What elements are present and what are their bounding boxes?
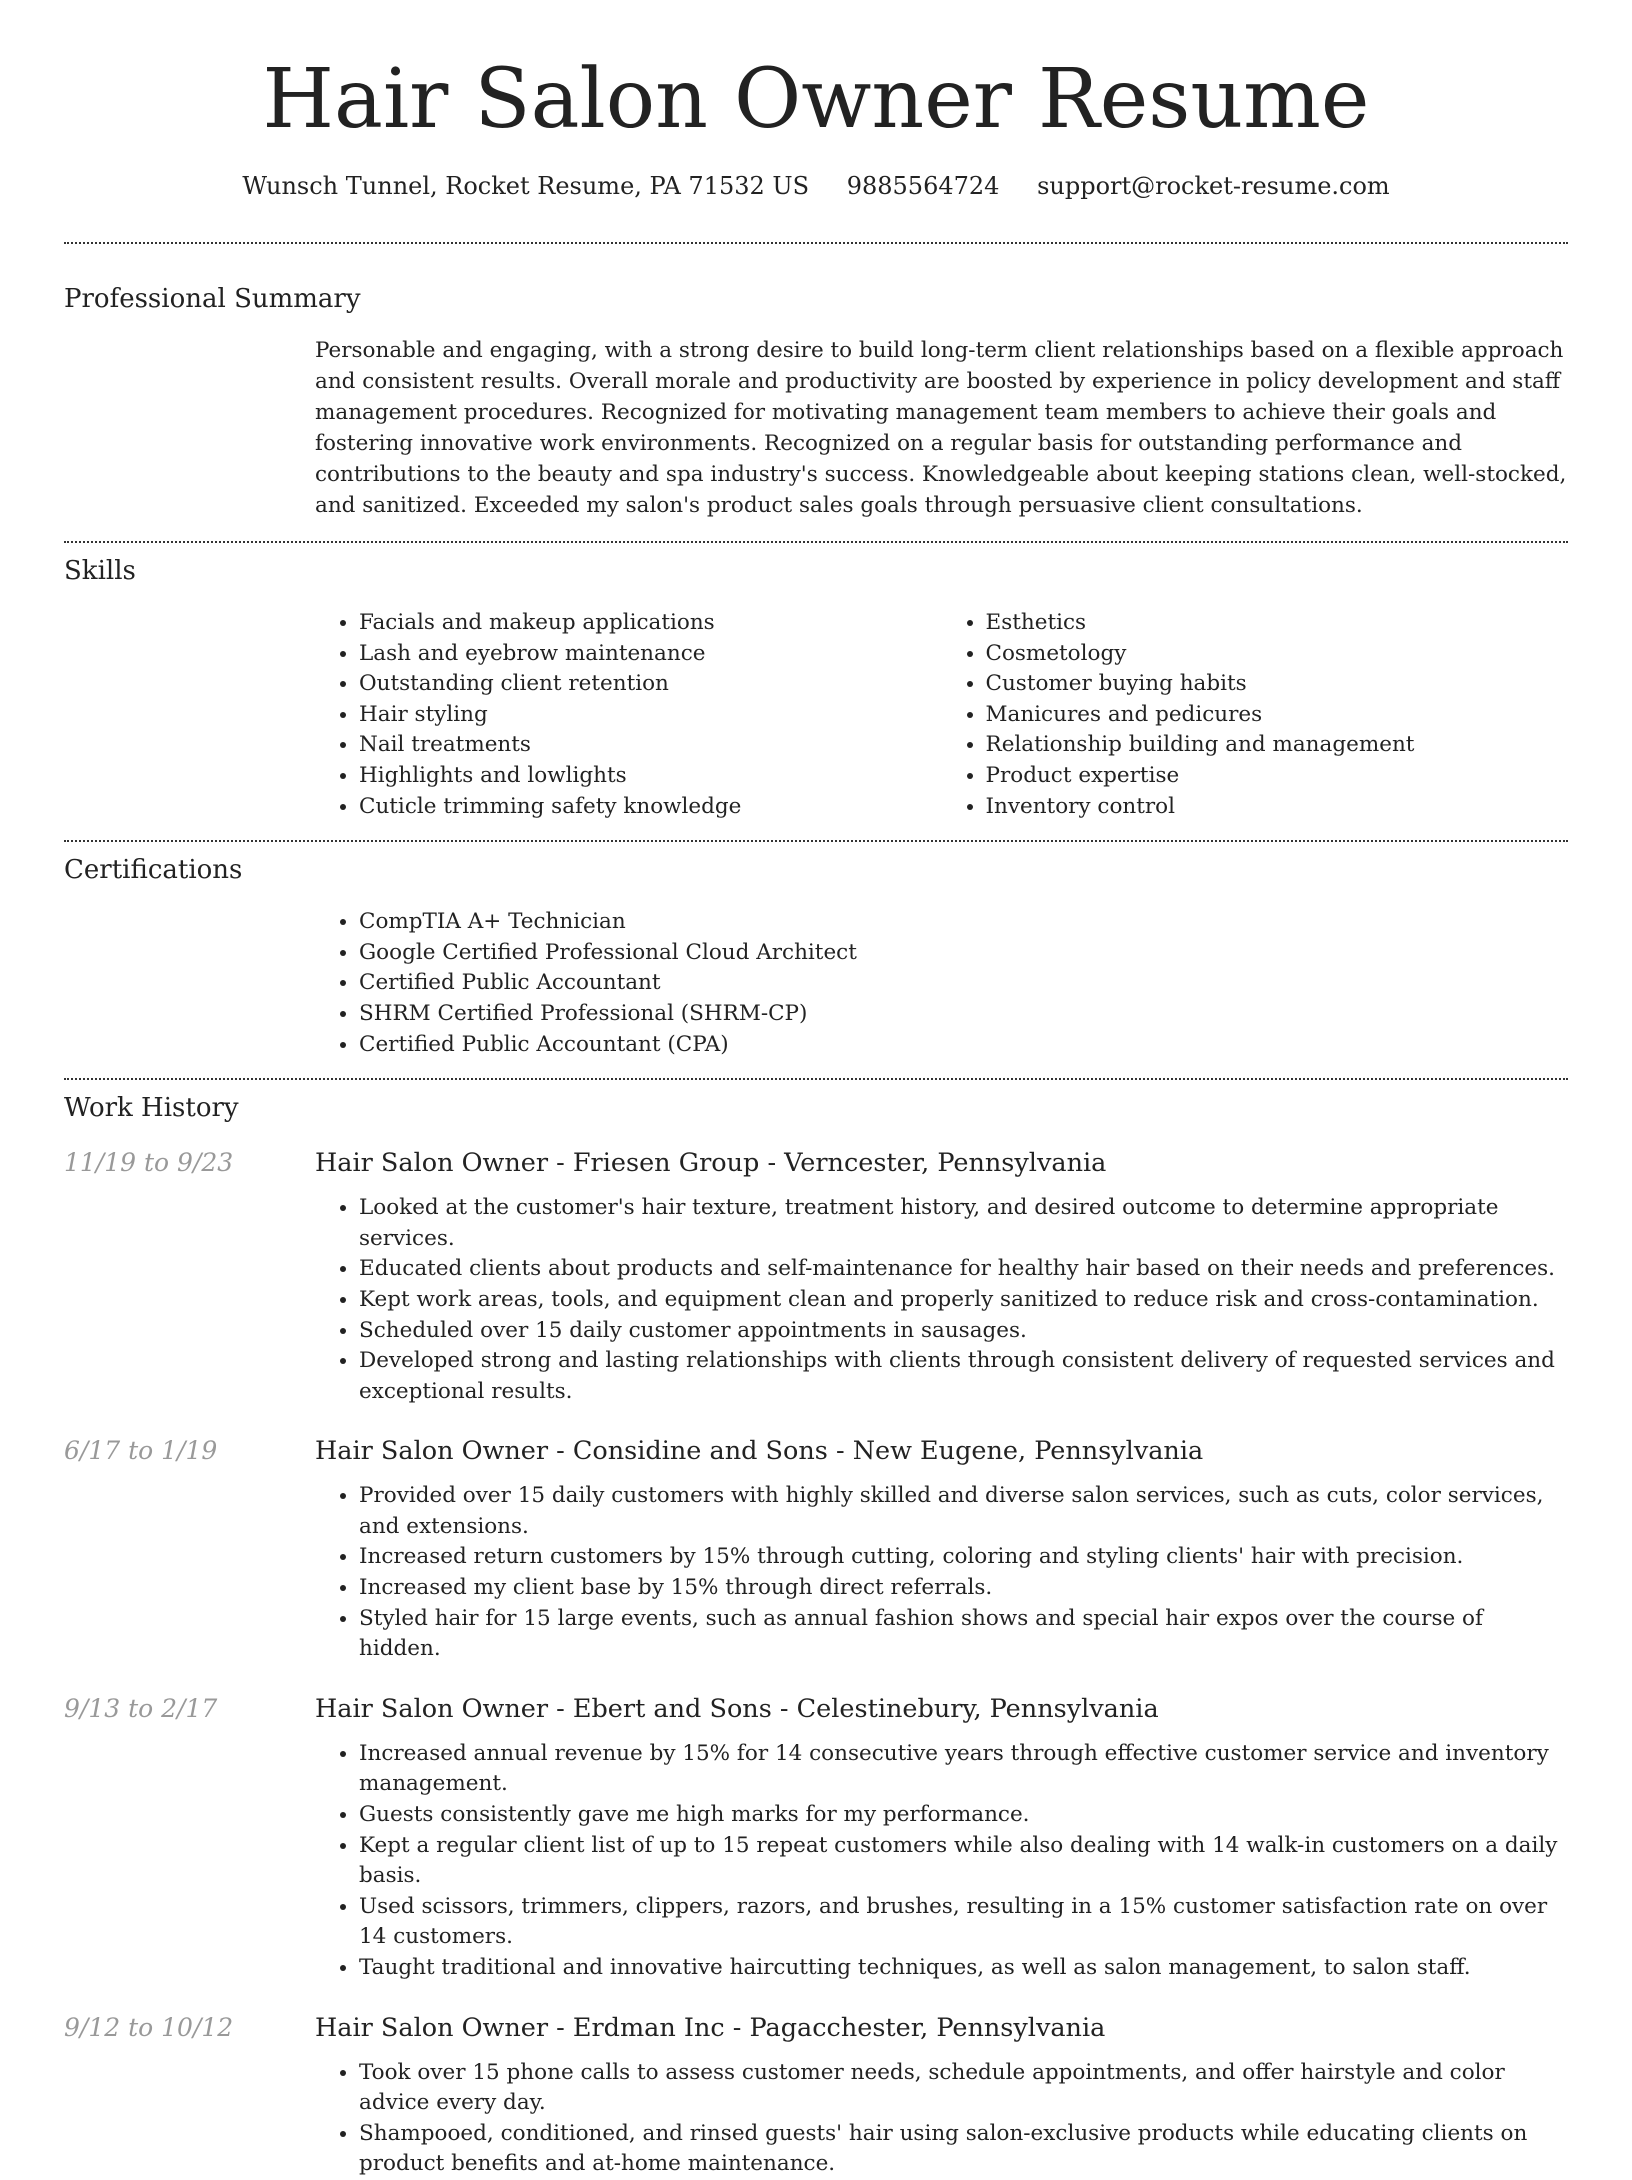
job-bullets (315, 1481, 1568, 1665)
job-entry (64, 1692, 1568, 1984)
list-item: • Relationship building and management (986, 730, 1569, 761)
job-bullets (315, 1739, 1568, 1984)
job-title: Hair Salon Owner - Considine and Sons - New Eugene, Pennsylvania (315, 1436, 1204, 1467)
list-item: • Provided over 15 daily customers with highly skilled and diverse salon services, such as cuts, color services, and extensions. (359, 1481, 1568, 1542)
list-item: • Cuticle trimming safety knowledge (359, 792, 942, 823)
skills-list-right (942, 608, 1569, 822)
summary-text: Personable and engaging, with a strong desire to build long-term client relationships based on a flexible approach and consistent results. Overall morale and productivity are boosted by experience in policy development and staff management procedures. Recognized for motivating management team members to achieve their goals and fostering innovative work environments. Recognized on a regular basis for outstanding performance and contributions to the beauty and spa industry's success. Knowledgeable about keeping stations clean, well-stocked, and sanitized. Exceeded my salon's product sales goals through persuasive client consultations. (315, 338, 1567, 518)
certifications-list (315, 907, 1568, 1060)
list-item: • Hair styling (359, 700, 942, 731)
job-entry (64, 2011, 1568, 2180)
skills-section (64, 554, 1568, 822)
list-item: • Kept a regular client list of up to 15 repeat customers while also dealing with 14 walk-in customers on a daily basis. (359, 1831, 1568, 1892)
list-item: • Lash and eyebrow maintenance (359, 639, 942, 670)
work-section (64, 1091, 1568, 2180)
list-item: • Guests consistently gave me high marks for my performance. (359, 1800, 1568, 1831)
page-title: Hair Salon Owner Resume (262, 52, 1370, 147)
list-item: • Educated clients about products and self-maintenance for healthy hair based on their needs and preferences. (359, 1254, 1568, 1285)
contact-address: Wunsch Tunnel, Rocket Resume, PA 71532 US (242, 172, 810, 200)
list-item: • Certified Public Accountant (CPA) (359, 1030, 1568, 1061)
list-item: • Google Certified Professional Cloud Architect (359, 938, 1568, 969)
list-item: • Product expertise (986, 761, 1569, 792)
list-item: • Customer buying habits (986, 669, 1569, 700)
job-entry (64, 1434, 1568, 1665)
skills-heading: Skills (64, 556, 136, 586)
list-item: • CompTIA A+ Technician (359, 907, 1568, 938)
contact-email: support@rocket-resume.com (1037, 172, 1390, 200)
job-date: 9/12 to 10/12 (64, 2012, 234, 2042)
certifications-section (64, 853, 1568, 1060)
job-date: 11/19 to 9/23 (64, 1148, 234, 1178)
list-item: • Shampooed, conditioned, and rinsed guests' hair using salon-exclusive products while educating clients on product benefits and at-home maintenance. (359, 2119, 1568, 2180)
list-item: • Used scissors, trimmers, clippers, razors, and brushes, resulting in a 15% customer satisfaction rate on over 14 customers. (359, 1892, 1568, 1953)
skills-list-left (315, 608, 942, 822)
list-item: • Esthetics (986, 608, 1569, 639)
summary-section (64, 282, 1568, 521)
job-date: 9/13 to 2/17 (64, 1693, 218, 1723)
list-item: • Looked at the customer's hair texture, treatment history, and desired outcome to determine appropriate services. (359, 1193, 1568, 1254)
list-item: • Inventory control (986, 792, 1569, 823)
list-item: • Kept work areas, tools, and equipment clean and properly sanitized to reduce risk and cross-contamination. (359, 1285, 1568, 1316)
list-item: • Increased my client base by 15% through direct referrals. (359, 1573, 1568, 1604)
job-bullets (315, 1193, 1568, 1407)
certifications-heading: Certifications (64, 855, 243, 886)
list-item: • SHRM Certified Professional (SHRM-CP) (359, 999, 1568, 1030)
list-item: • Highlights and lowlights (359, 761, 942, 792)
divider (64, 242, 1568, 244)
job-entry (64, 1146, 1568, 1407)
divider (64, 541, 1568, 543)
work-heading: Work History (64, 1093, 239, 1124)
list-item: • Took over 15 phone calls to assess customer needs, schedule appointments, and offer hairstyle and color advice every day. (359, 2058, 1568, 2119)
list-item: • Increased annual revenue by 15% for 14 consecutive years through effective customer service and inventory management. (359, 1739, 1568, 1800)
list-item: • Cosmetology (986, 639, 1569, 670)
divider (64, 840, 1568, 842)
divider (64, 1078, 1568, 1080)
list-item: • Increased return customers by 15% through cutting, coloring and styling clients' hair with precision. (359, 1542, 1568, 1573)
summary-heading: Professional Summary (64, 284, 361, 314)
job-title: Hair Salon Owner - Ebert and Sons - Celestinebury, Pennsylvania (315, 1693, 1159, 1724)
contact-line (64, 170, 1568, 202)
job-title: Hair Salon Owner - Friesen Group - Verncester, Pennsylvania (315, 1148, 1107, 1179)
job-date: 6/17 to 1/19 (64, 1436, 218, 1466)
list-item: • Styled hair for 15 large events, such as annual fashion shows and special hair expos over the course of hidden. (359, 1604, 1568, 1665)
contact-phone: 9885564724 (846, 172, 1000, 200)
list-item: • Outstanding client retention (359, 669, 942, 700)
list-item: • Nail treatments (359, 730, 942, 761)
list-item: • Facials and makeup applications (359, 608, 942, 639)
job-bullets (315, 2058, 1568, 2180)
job-title: Hair Salon Owner - Erdman Inc - Pagacchester, Pennsylvania (315, 2012, 1106, 2043)
list-item: • Certified Public Accountant (359, 968, 1568, 999)
list-item: • Taught traditional and innovative haircutting techniques, as well as salon management, to salon staff. (359, 1953, 1568, 1984)
list-item: • Developed strong and lasting relationships with clients through consistent delivery of requested services and exceptional results. (359, 1346, 1568, 1407)
list-item: • Manicures and pedicures (986, 700, 1569, 731)
resume-page (64, 0, 1568, 2180)
list-item: • Scheduled over 15 daily customer appointments in sausages. (359, 1316, 1568, 1347)
